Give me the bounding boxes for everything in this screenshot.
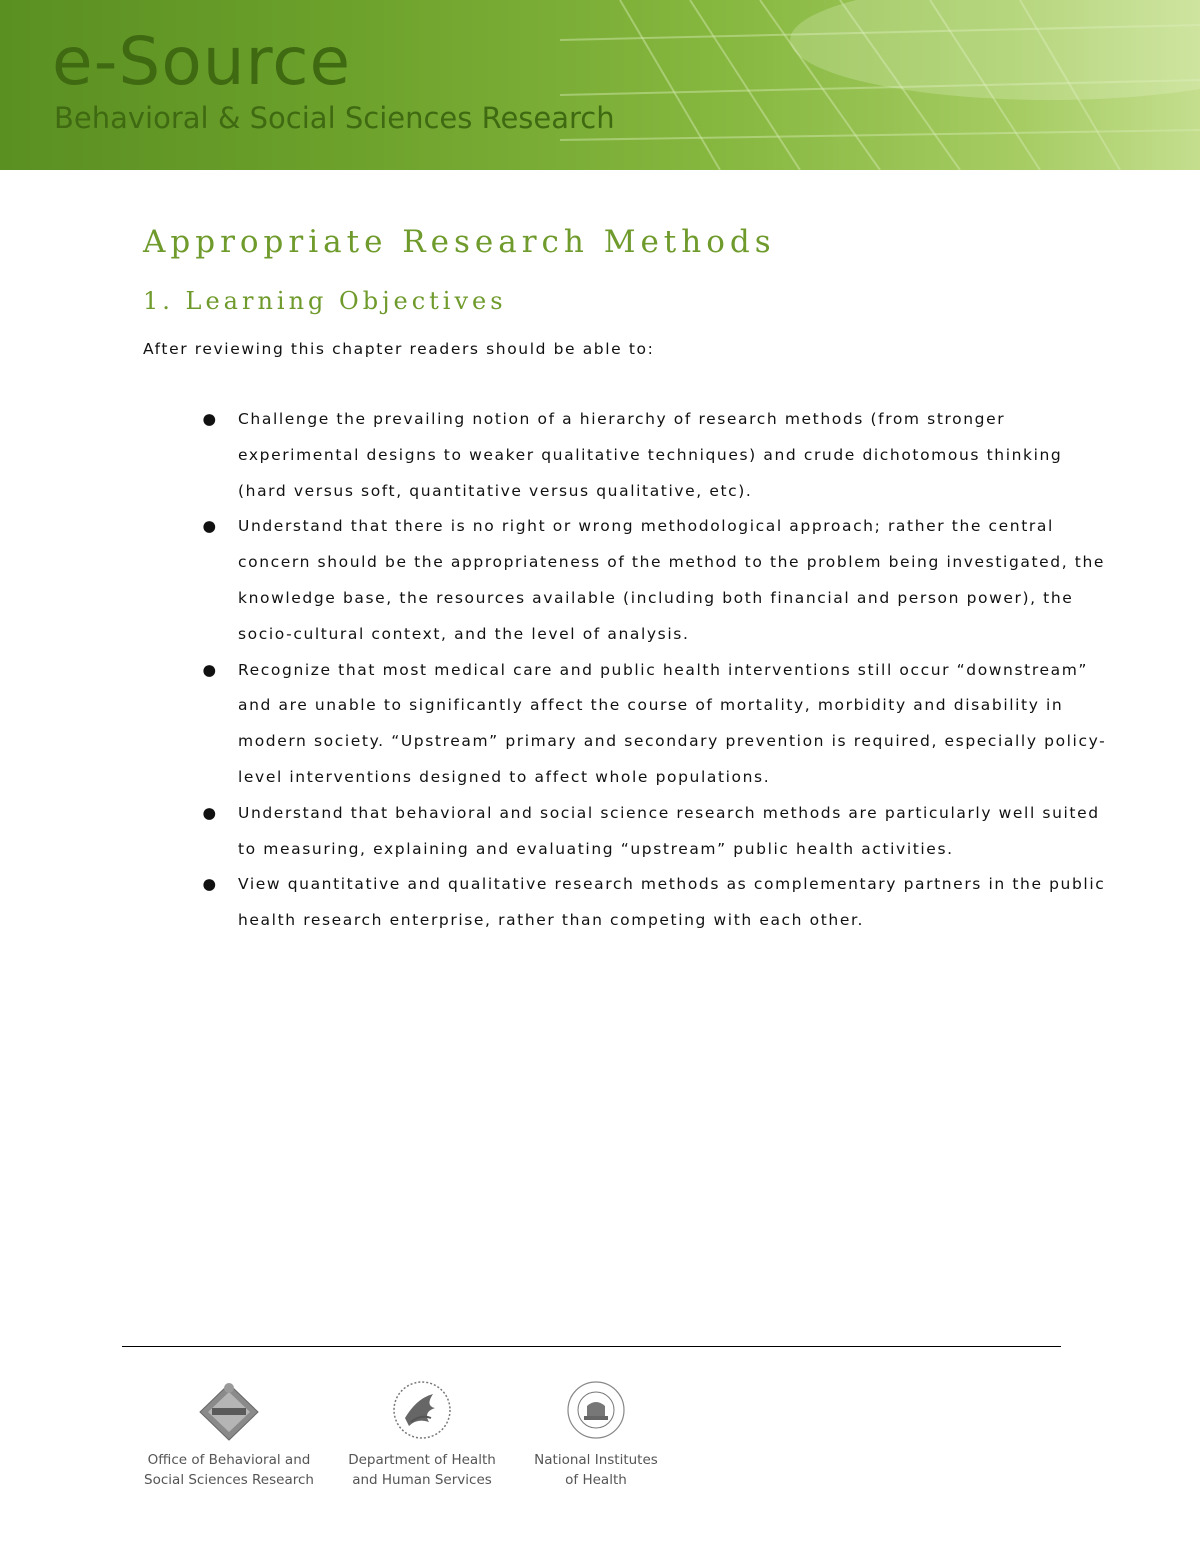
header-banner — [0, 0, 1200, 170]
brand-subtitle: Behavioral & Social Sciences Research — [54, 101, 615, 135]
logo-label: National Institutes of Health — [534, 1452, 658, 1488]
brand-title: e-Source — [52, 23, 352, 100]
objective-text: Understand that behavioral and social science research methods are particularly well suited to measuring, explaining and evaluating “upstream” public health activities. — [238, 803, 1100, 858]
list-item — [202, 867, 1118, 939]
list-item — [202, 796, 1118, 868]
bullet-icon: ● — [202, 803, 218, 822]
list-item — [202, 402, 1118, 509]
objective-text: Challenge the prevailing notion of a hierarchy of research methods (from stronger experimental designs to weaker qualitative techniques) and crude dichotomous thinking (hard versus soft, quantitative versus qualitative, etc). — [238, 410, 1063, 500]
objective-text: Recognize that most medical care and public health interventions still occur “downstream” and are unable to significantly affect the course of mortality, morbidity and disability in modern society. “Upstream” primary and secondary prevention is required, especially policy-level interventions designed to affect whole populations. — [238, 660, 1107, 786]
logo-label: Office of Behavioral and Social Sciences Research — [144, 1452, 314, 1488]
nih-logo[interactable] — [496, 1378, 696, 1490]
obssr-logo[interactable] — [129, 1378, 329, 1490]
list-item — [202, 509, 1118, 652]
obssr-diamond-icon — [194, 1378, 264, 1442]
intro-text: After reviewing this chapter readers should be able to: — [143, 340, 655, 358]
footer-divider — [122, 1346, 1061, 1347]
bullet-icon: ● — [202, 660, 218, 679]
list-item — [202, 653, 1118, 796]
hhs-logo[interactable] — [322, 1378, 522, 1490]
objective-text: View quantitative and qualitative research methods as complementary partners in the public health research enterprise, rather than competing with each other. — [238, 875, 1106, 930]
bullet-icon: ● — [202, 410, 218, 428]
logo-label: Department of Health and Human Services — [348, 1452, 496, 1488]
bullet-icon: ● — [202, 517, 218, 536]
bullet-icon: ● — [202, 875, 218, 894]
nih-seal-icon — [561, 1378, 631, 1442]
hhs-eagle-icon — [387, 1378, 457, 1442]
objectives-list — [202, 402, 1118, 939]
section-heading: 1. Learning Objectives — [143, 287, 507, 315]
objective-text: Understand that there is no right or wrong methodological approach; rather the central concern should be the appropriateness of the method to the problem being investigated, the knowledge base, the resources available (including both financial and person power), the socio-cultural context, and the level of analysis. — [238, 517, 1106, 643]
page-title: Appropriate Research Methods — [143, 224, 776, 260]
